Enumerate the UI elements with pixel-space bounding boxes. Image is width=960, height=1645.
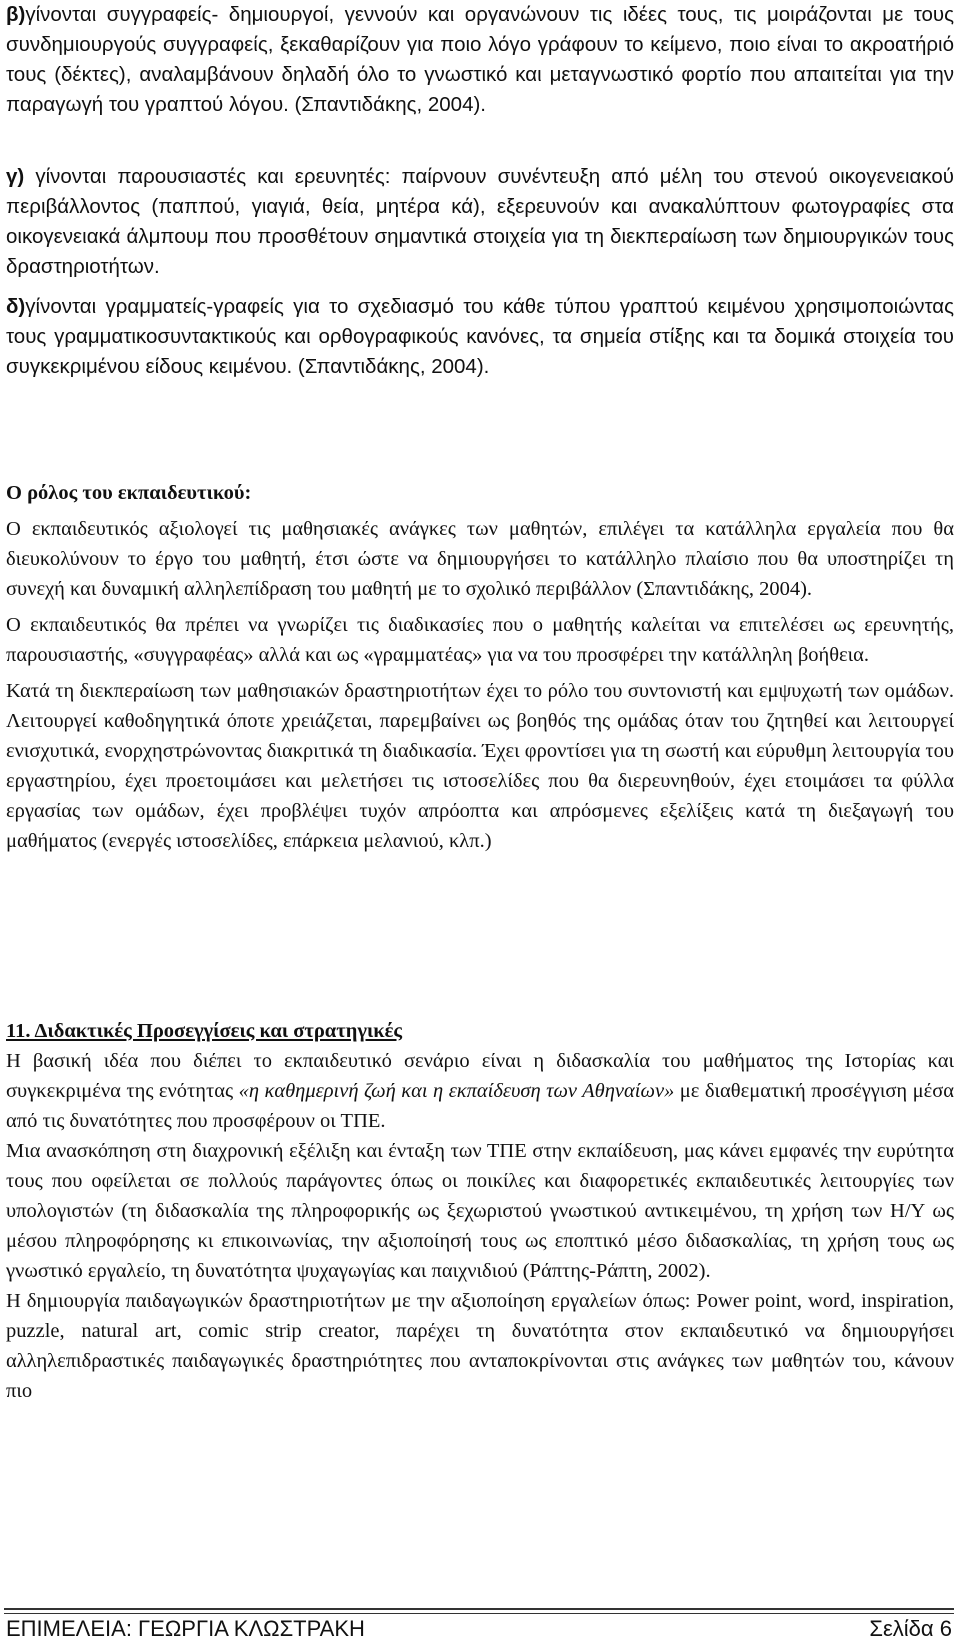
section-11-paragraph-2: Μια ανασκόπηση στη διαχρονική εξέλιξη και ένταξη των ΤΠΕ στην εκπαίδευση, μας κάνει εμφανές την ευρύτητα τους που οφείλεται σε πολλούς παράγοντες όπως οι ποικίλες και διαφορετικές εκπαιδευτικές λειτουργίες των υπολογιστών (τη διδασκαλία της πληροφορικής ως ξεχωριστού γνωστικού αντικειμένου, τη χρήση των Η/Υ ως μέσου πληροφόρησης κι επικοινωνίας, την αξιοποίησή τους ως εποπτικό μέσο διδασκαλίας, τη χρήση τους ως γνωστικό εργαλείο, τη δυνατότητα ψυχαγωγίας και παιχνιδιού (Ράπτης-Ράπτη, 2002). xyxy=(6,1140,954,1282)
teacher-role-paragraph-3: Κατά τη διεκπεραίωση των μαθησιακών δραστηριοτήτων έχει το ρόλο του συντονιστή και εμψυχωτή των ομάδων. Λειτουργεί καθοδηγητικά όποτε χρειάζεται, παρεμβαίνει ως βοηθός της ομάδας όταν του ζητηθεί και λειτουργεί ενισχυτικά, ενορχηστρώνοντας διακριτικά τη διαδικασία. Έχει φροντίσει για τη σωστή και εύρυθμη λειτουργία του εργαστηρίου, έχει προετοιμάσει και μελετήσει τις ιστοσελίδες που θα διερευνηθούν, έχει ετοιμάσει τα φύλλα εργασίας των ομάδων, έχει προβλέψει τυχόν απρόοπτα και απρόσμενες εξελίξεις κατά τη διεξαγωγή του μαθήματος (ενεργές ιστοσελίδες, επάρκεια μελανιού, κλπ.) xyxy=(6,680,954,852)
section-11 xyxy=(6,1016,954,1406)
item-label-b: β) xyxy=(6,3,26,26)
teacher-role-paragraph-2: Ο εκπαιδευτικός θα πρέπει να γνωρίζει τις διαδικασίες που ο μαθητής καλείται να επιτελέσει ως ερευνητής, παρουσιαστής, «συγγραφέας» αλλά και ως «γραμματέας» για να του προσφέρει την κατάλληλη βοήθεια. xyxy=(6,614,954,666)
teacher-role-section xyxy=(6,478,954,862)
item-text-d: γίνονται γραμματείς-γραφείς για το σχεδιασμό του κάθε τύπου γραπτού κειμένου χρησιμοποιώντας τους γραμματικοσυντακτικούς και ορθογραφικούς κανόνες, τα σημεία στίξης και τα δομικά στοιχεία του συγκεκριμένου είδους κειμένου. (Σπαντιδάκης, 2004). xyxy=(6,295,954,378)
section-11-p1-end: με διαθεματική προσέγγιση μέσα από τις δυνατότητες που προσφέρουν οι ΤΠΕ. xyxy=(6,1080,954,1132)
item-text-g: γίνονται παρουσιαστές και ερευνητές: παίρνουν συνέντευξη από μέλη του στενού οικογενειακού περιβάλλοντος (παππού, γιαγιά, θεία, μητέρα κά), εξερευνούν και ανακαλύπτουν φωτογραφίες στα οικογενειακά άλμπουμ που προσθέτουν σημαντικά στοιχεία για τη διεκπεραίωση των δημιουργικών τους δραστηριοτήτων. xyxy=(6,165,954,278)
list-item-d xyxy=(6,292,954,388)
footer-page-number: Σελίδα 6 xyxy=(869,1616,952,1641)
item-label-d: δ) xyxy=(6,295,26,318)
section-11-paragraph-1 xyxy=(6,1046,954,1136)
section-11-heading-text: 11. Διδακτικές Προσεγγίσεις και στρατηγικές xyxy=(6,1020,403,1042)
item-text-b: γίνονται συγγραφείς- δημιουργοί, γεννούν και οργανώνουν τις ιδέες τους, τις μοιράζονται με τους συνδημιουργούς συγγραφείς, ξεκαθαρίζουν για ποιο λόγο γράφουν το κείμενο, ποιο είναι το ακροατήριό τους (δέκτες), αναλαμβάνουν δηλαδή όλο το γνωστικό και μεταγνωστικό φορτίο που απαιτείται για την παραγωγή του γραπτού λόγου. (Σπαντιδάκης, 2004). xyxy=(6,3,954,116)
list-item-b xyxy=(6,0,954,126)
footer-author: ΕΠΙΜΕΛΕΙΑ: ΓΕΩΡΓΙΑ ΚΛΩΣΤΡΑΚΗ xyxy=(6,1616,365,1641)
section-11-p1-start: Η βασική ιδέα που διέπει το εκπαιδευτικό σενάριο είναι η διδασκαλία του μαθήματος της Ιστορίας και συγκεκριμένα της ενότητας xyxy=(6,1050,954,1102)
page-footer xyxy=(6,1614,952,1644)
section-11-paragraph-3: Η δημιουργία παιδαγωγικών δραστηριοτήτων με την αξιοποίηση εργαλείων όπως: Power point, word, inspiration, puzzle, natural art, comic strip creator, παρέχει τη δυνατότητα στον εκπαιδευτικό να δημιουργήσει αλληλεπιδραστικές παιδαγωγικές δραστηριότητες που ανταποκρίνονται στις ανάγκες των μαθητών του, κάνουν πιο xyxy=(6,1290,954,1402)
item-label-g: γ) xyxy=(6,165,25,188)
list-item-g xyxy=(6,162,954,288)
section-11-p1-italic: «η καθημερινή ζωή και η εκπαίδευση των Αθηναίων» xyxy=(238,1080,675,1102)
teacher-role-paragraph-1: Ο εκπαιδευτικός αξιολογεί τις μαθησιακές ανάγκες των μαθητών, επιλέγει τα κατάλληλα εργαλεία που θα διευκολύνουν το έργο του μαθητή, έτσι ώστε να δημιουργήσει το κατάλληλο πλαίσιο που θα υποστηρίζει τη συνεχή και δυναμική αλληλεπίδραση του μαθητή με το σχολικό περιβάλλον (Σπαντιδάκης, 2004). xyxy=(6,518,954,600)
footer-rule-thick xyxy=(4,1608,954,1610)
teacher-role-heading: Ο ρόλος του εκπαιδευτικού: xyxy=(6,482,252,504)
section-11-heading xyxy=(6,1016,954,1046)
